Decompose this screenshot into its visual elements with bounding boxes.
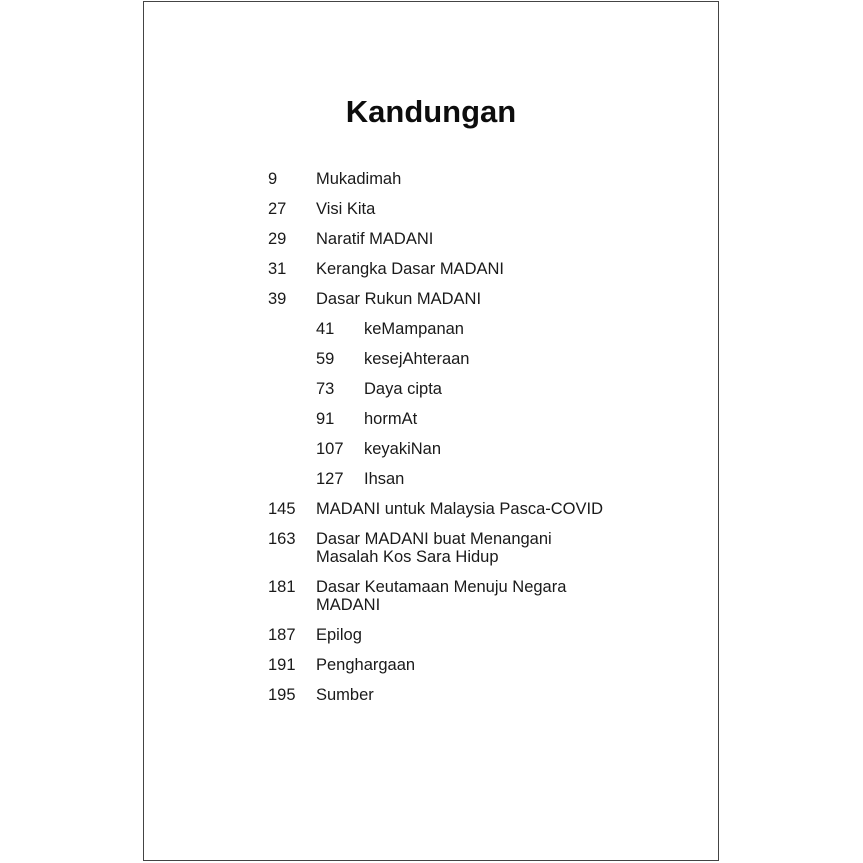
toc-page-number: 9 (268, 170, 278, 188)
toc-entry (268, 200, 698, 218)
toc-entry (268, 656, 698, 674)
table-of-contents (268, 170, 698, 716)
toc-subentry (268, 380, 698, 398)
toc-page-number: 145 (268, 500, 296, 518)
toc-subentry (268, 350, 698, 368)
toc-entry-title: keyakiNan (364, 440, 442, 458)
toc-page-number: 41 (316, 320, 335, 338)
toc-entry (268, 578, 698, 614)
toc-page-number: 107 (316, 440, 344, 458)
toc-entry-title: Naratif MADANI (316, 230, 434, 248)
toc-entry (268, 290, 698, 308)
toc-entry (268, 260, 698, 278)
toc-entry-title: Epilog (316, 626, 362, 644)
toc-page-number: 39 (268, 290, 287, 308)
toc-entry-title: hormAt (364, 410, 418, 428)
toc-subentry (268, 440, 698, 458)
toc-page-number: 73 (316, 380, 335, 398)
toc-entry-title: Ihsan (364, 470, 405, 488)
toc-entry-title: Daya cipta (364, 380, 442, 398)
toc-entry-title: keMampanan (364, 320, 464, 338)
toc-page-number: 27 (268, 200, 287, 218)
toc-entry-title: Mukadimah (316, 170, 402, 188)
toc-entry-title: Visi Kita (316, 200, 376, 218)
toc-page-number: 59 (316, 350, 335, 368)
toc-entry-title: Dasar Keutamaan Menuju Negara MADANI (316, 578, 567, 614)
toc-subentry (268, 470, 698, 488)
toc-page-number: 163 (268, 530, 296, 548)
toc-subentry (268, 410, 698, 428)
toc-entry-title: Kerangka Dasar MADANI (316, 260, 504, 278)
toc-page-number: 187 (268, 626, 296, 644)
toc-subentry (268, 320, 698, 338)
toc-entry (268, 530, 698, 566)
toc-entry-title: kesejAhteraan (364, 350, 470, 368)
document-page (143, 1, 719, 861)
toc-page-number: 31 (268, 260, 287, 278)
toc-entry-title: Dasar Rukun MADANI (316, 290, 482, 308)
toc-entry (268, 686, 698, 704)
toc-entry (268, 170, 698, 188)
page-title: Kandungan (345, 94, 517, 129)
toc-page-number: 91 (316, 410, 335, 428)
toc-page-number: 195 (268, 686, 296, 704)
toc-page-number: 127 (316, 470, 344, 488)
toc-entry-title: Penghargaan (316, 656, 416, 674)
toc-page-number: 29 (268, 230, 287, 248)
toc-entry-title: Dasar MADANI buat Menangani Masalah Kos Sara Hidup (316, 530, 552, 566)
toc-entry (268, 500, 698, 518)
toc-page-number: 191 (268, 656, 296, 674)
toc-page-number: 181 (268, 578, 296, 596)
toc-entry (268, 626, 698, 644)
toc-entry-title: Sumber (316, 686, 374, 704)
toc-entry (268, 230, 698, 248)
toc-entry-title: MADANI untuk Malaysia Pasca-COVID (316, 500, 604, 518)
